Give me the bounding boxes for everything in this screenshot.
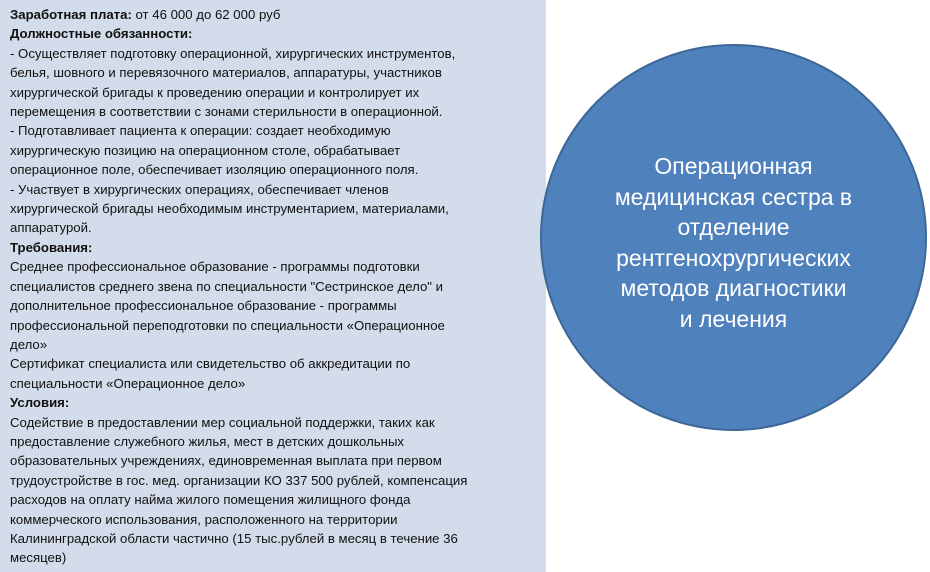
conditions-line: образовательных учреждениях, единовременная выплата при первом <box>10 453 442 469</box>
position-title-line: методов диагностики <box>620 275 847 301</box>
position-title-line: рентгенохрургических <box>616 244 851 271</box>
duties-line: - Участвует в хирургических операциях, обеспечивает членов <box>10 181 389 197</box>
salary-line <box>10 5 538 24</box>
position-title-line: медицинская сестра в <box>614 183 853 210</box>
requirements-line: дополнительное профессиональное образование - программы <box>10 298 397 314</box>
conditions-line: Калининградской области частично (15 тыс.рублей в месяц в течение 36 <box>10 530 458 546</box>
position-title-line: и лечения <box>679 305 788 332</box>
requirements-line: специалистов среднего звена по специальности "Сестринское дело" и <box>10 278 443 294</box>
position-title-line: Операционная <box>654 153 813 179</box>
duties-line: белья, шовного и перевязочного материалов, аппаратуры, участников <box>10 65 442 81</box>
requirements-heading: Требования: <box>10 239 93 255</box>
duties-line: аппаратурой. <box>10 220 92 236</box>
duties-line: перемещения в соответствии с зонами стерильности в операционной. <box>10 104 443 120</box>
requirements-line: специальности «Операционное дело» <box>10 375 246 391</box>
requirements-line: Среднее профессиональное образование - программы подготовки <box>10 259 420 275</box>
conditions-line: Содействие в предоставлении мер социальной поддержки, таких как <box>10 414 435 430</box>
requirements-line: дело» <box>10 336 48 352</box>
duties-line: хирургической бригады необходимым инструментарием, материалами, <box>10 201 449 217</box>
conditions-line: предоставление служебного жилья, мест в детских дошкольных <box>10 433 405 449</box>
position-title-circle <box>540 44 927 431</box>
requirements-line: Сертификат специалиста или свидетельство об аккредитации по <box>10 356 411 372</box>
salary-value: от 46 000 до 62 000 руб <box>131 7 281 22</box>
position-title <box>615 151 852 334</box>
conditions-line: коммерческого использования, расположенного на территории <box>10 511 398 527</box>
conditions-line: месяцев) <box>10 550 67 566</box>
duties-line: - Подготавливает пациента к операции: создает необходимую <box>10 123 391 139</box>
conditions-heading: Условия: <box>10 395 70 411</box>
duties-line: операционное поле, обеспечивает изоляцию операционного поля. <box>10 162 419 178</box>
conditions-line: расходов на оплату найма жилого помещения жилищного фонда <box>10 492 411 508</box>
conditions-line: трудоустройстве в гос. мед. организации КО 337 500 рублей, компенсация <box>10 472 468 488</box>
duties-heading: Должностные обязанности: <box>10 26 193 42</box>
duties-line: - Осуществляет подготовку операционной, хирургических инструментов, <box>10 45 456 61</box>
requirements-line: профессиональной переподготовки по специальности «Операционное <box>10 317 445 333</box>
salary-label: Заработная плата: <box>10 7 132 22</box>
duties-line: хирургическую позицию на операционном столе, обрабатывает <box>10 142 401 158</box>
duties-line: хирургической бригады к проведению операции и контролирует их <box>10 84 420 100</box>
position-title-line: отделение <box>677 214 790 240</box>
